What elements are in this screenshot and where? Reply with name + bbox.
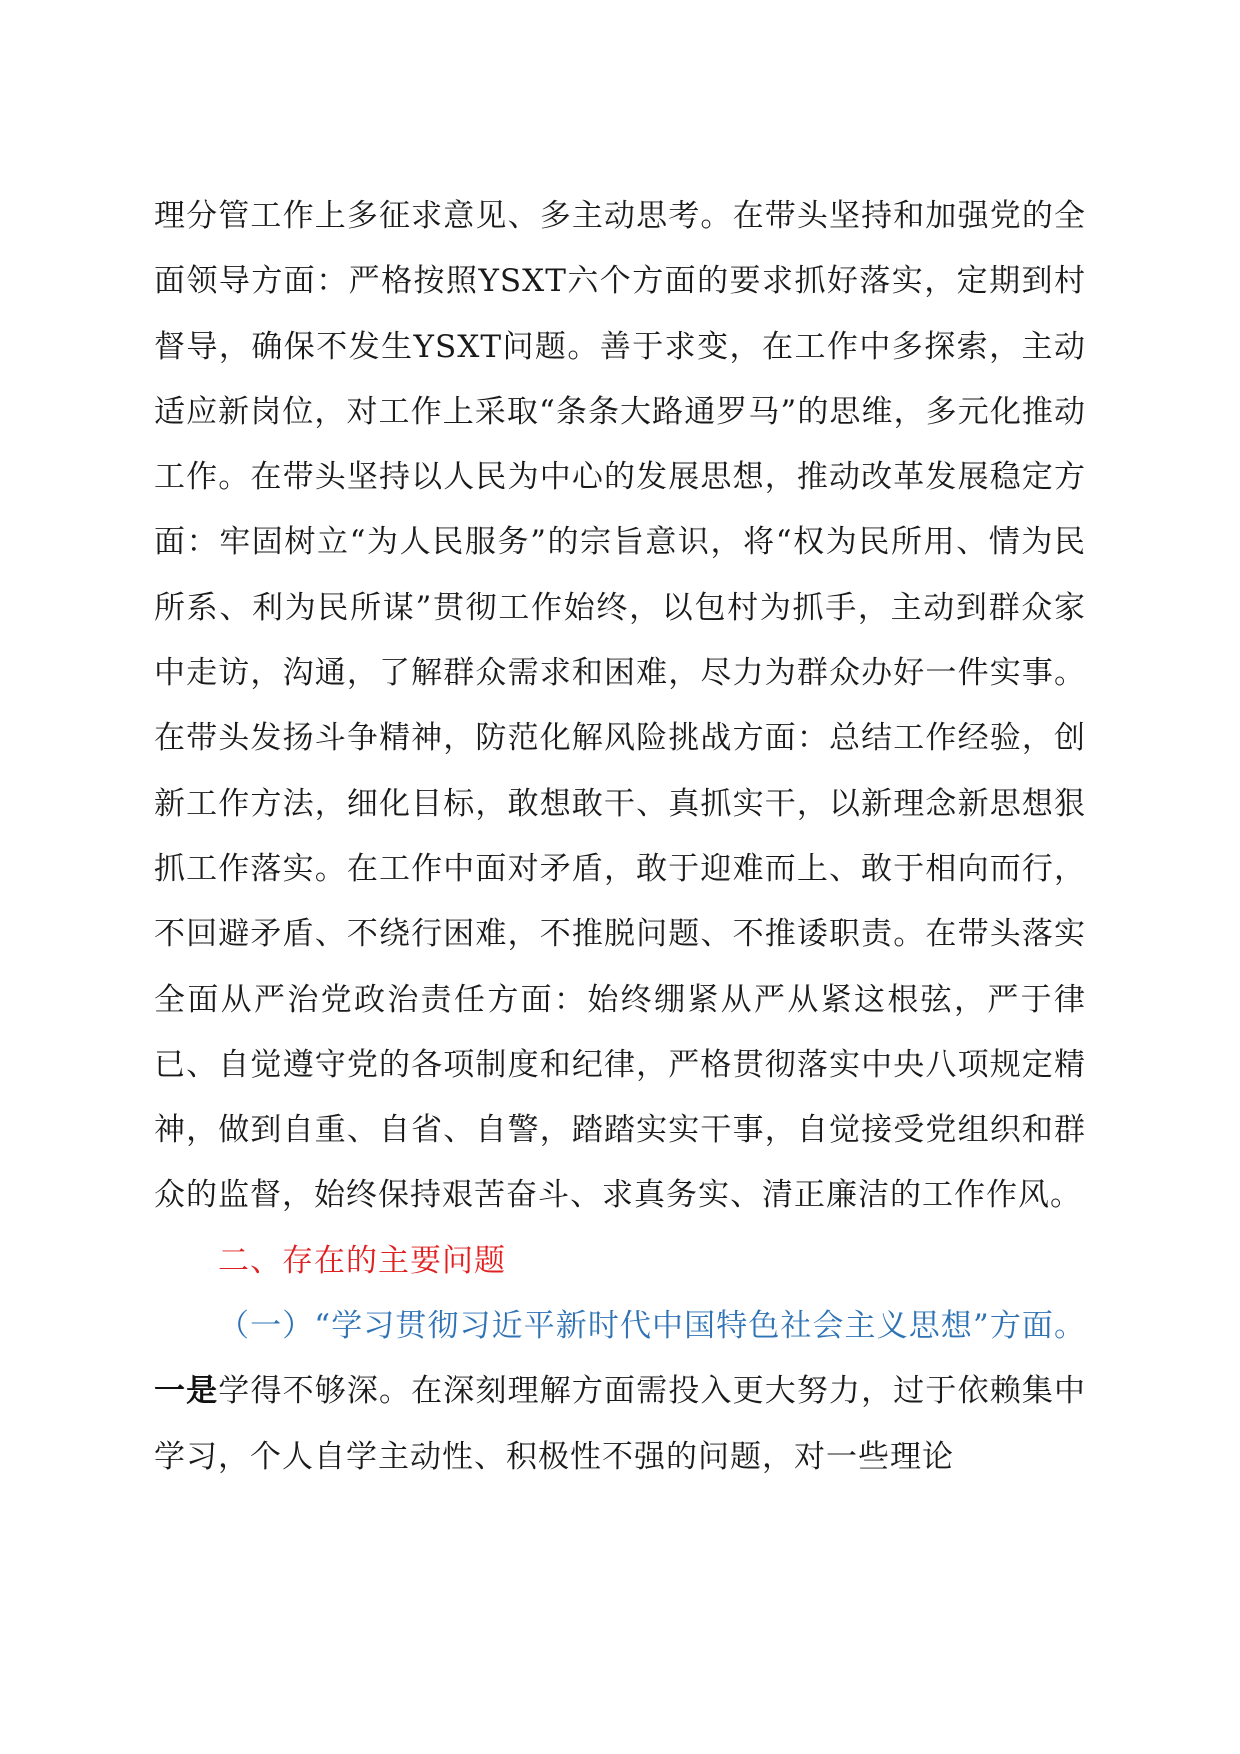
bold-lead-text: 一是 (154, 1373, 219, 1410)
paragraph-continued: 理分管工作上多征求意见、多主动思考。在带头坚持和加强党的全面领导方面：严格按照YSXT六个方面的要求抓好落实，定期到村督导，确保不发生YSXT问题。善于求变，在工作中多探索，主动适应新岗位，对工作上采取“条条大路通罗马”的思维，多元化推动工作。在带头坚持以人民为中心的发展思想，推动改革发展稳定方面：牢固树立“为人民服务”的宗旨意识，将“权为民所用、情为民所系、利为民所谋”贯彻工作始终，以包村为抓手，主动到群众家中走访，沟通，了解群众需求和困难，尽力为群众办好一件实事。在带头发扬斗争精神，防范化解风险挑战方面：总结工作经验，创新工作方法，细化目标，敢想敢干、真抓实干，以新理念新思想狠抓工作落实。在工作中面对矛盾，敢于迎难而上、敢于相向而行，不回避矛盾、不绕行困难，不推脱问题、不推诿职责。在带头落实全面从严治党政治责任方面：始终绷紧从严从紧这根弦，严于律已、自觉遵守党的各项制度和纪律，严格贯彻落实中央八项规定精神，做到自重、自省、自警，踏踏实实干事，自觉接受党组织和群众的监督，始终保持艰苦奋斗、求真务实、清正廉洁的工作作风。 (154, 198, 1086, 1214)
subsection-paragraph (154, 1294, 1086, 1490)
section-heading: 二、存在的主要问题 (218, 1242, 506, 1279)
subsection-heading: （一）“学习贯彻习近平新时代中国特色社会主义思想”方面。 (218, 1308, 1086, 1345)
subsection-text: 学得不够深。在深刻理解方面需投入更大努力，过于依赖集中学习，个人自学主动性、积极性不强的问题，对一些理论 (154, 1373, 1087, 1475)
document-body (154, 184, 1086, 1490)
